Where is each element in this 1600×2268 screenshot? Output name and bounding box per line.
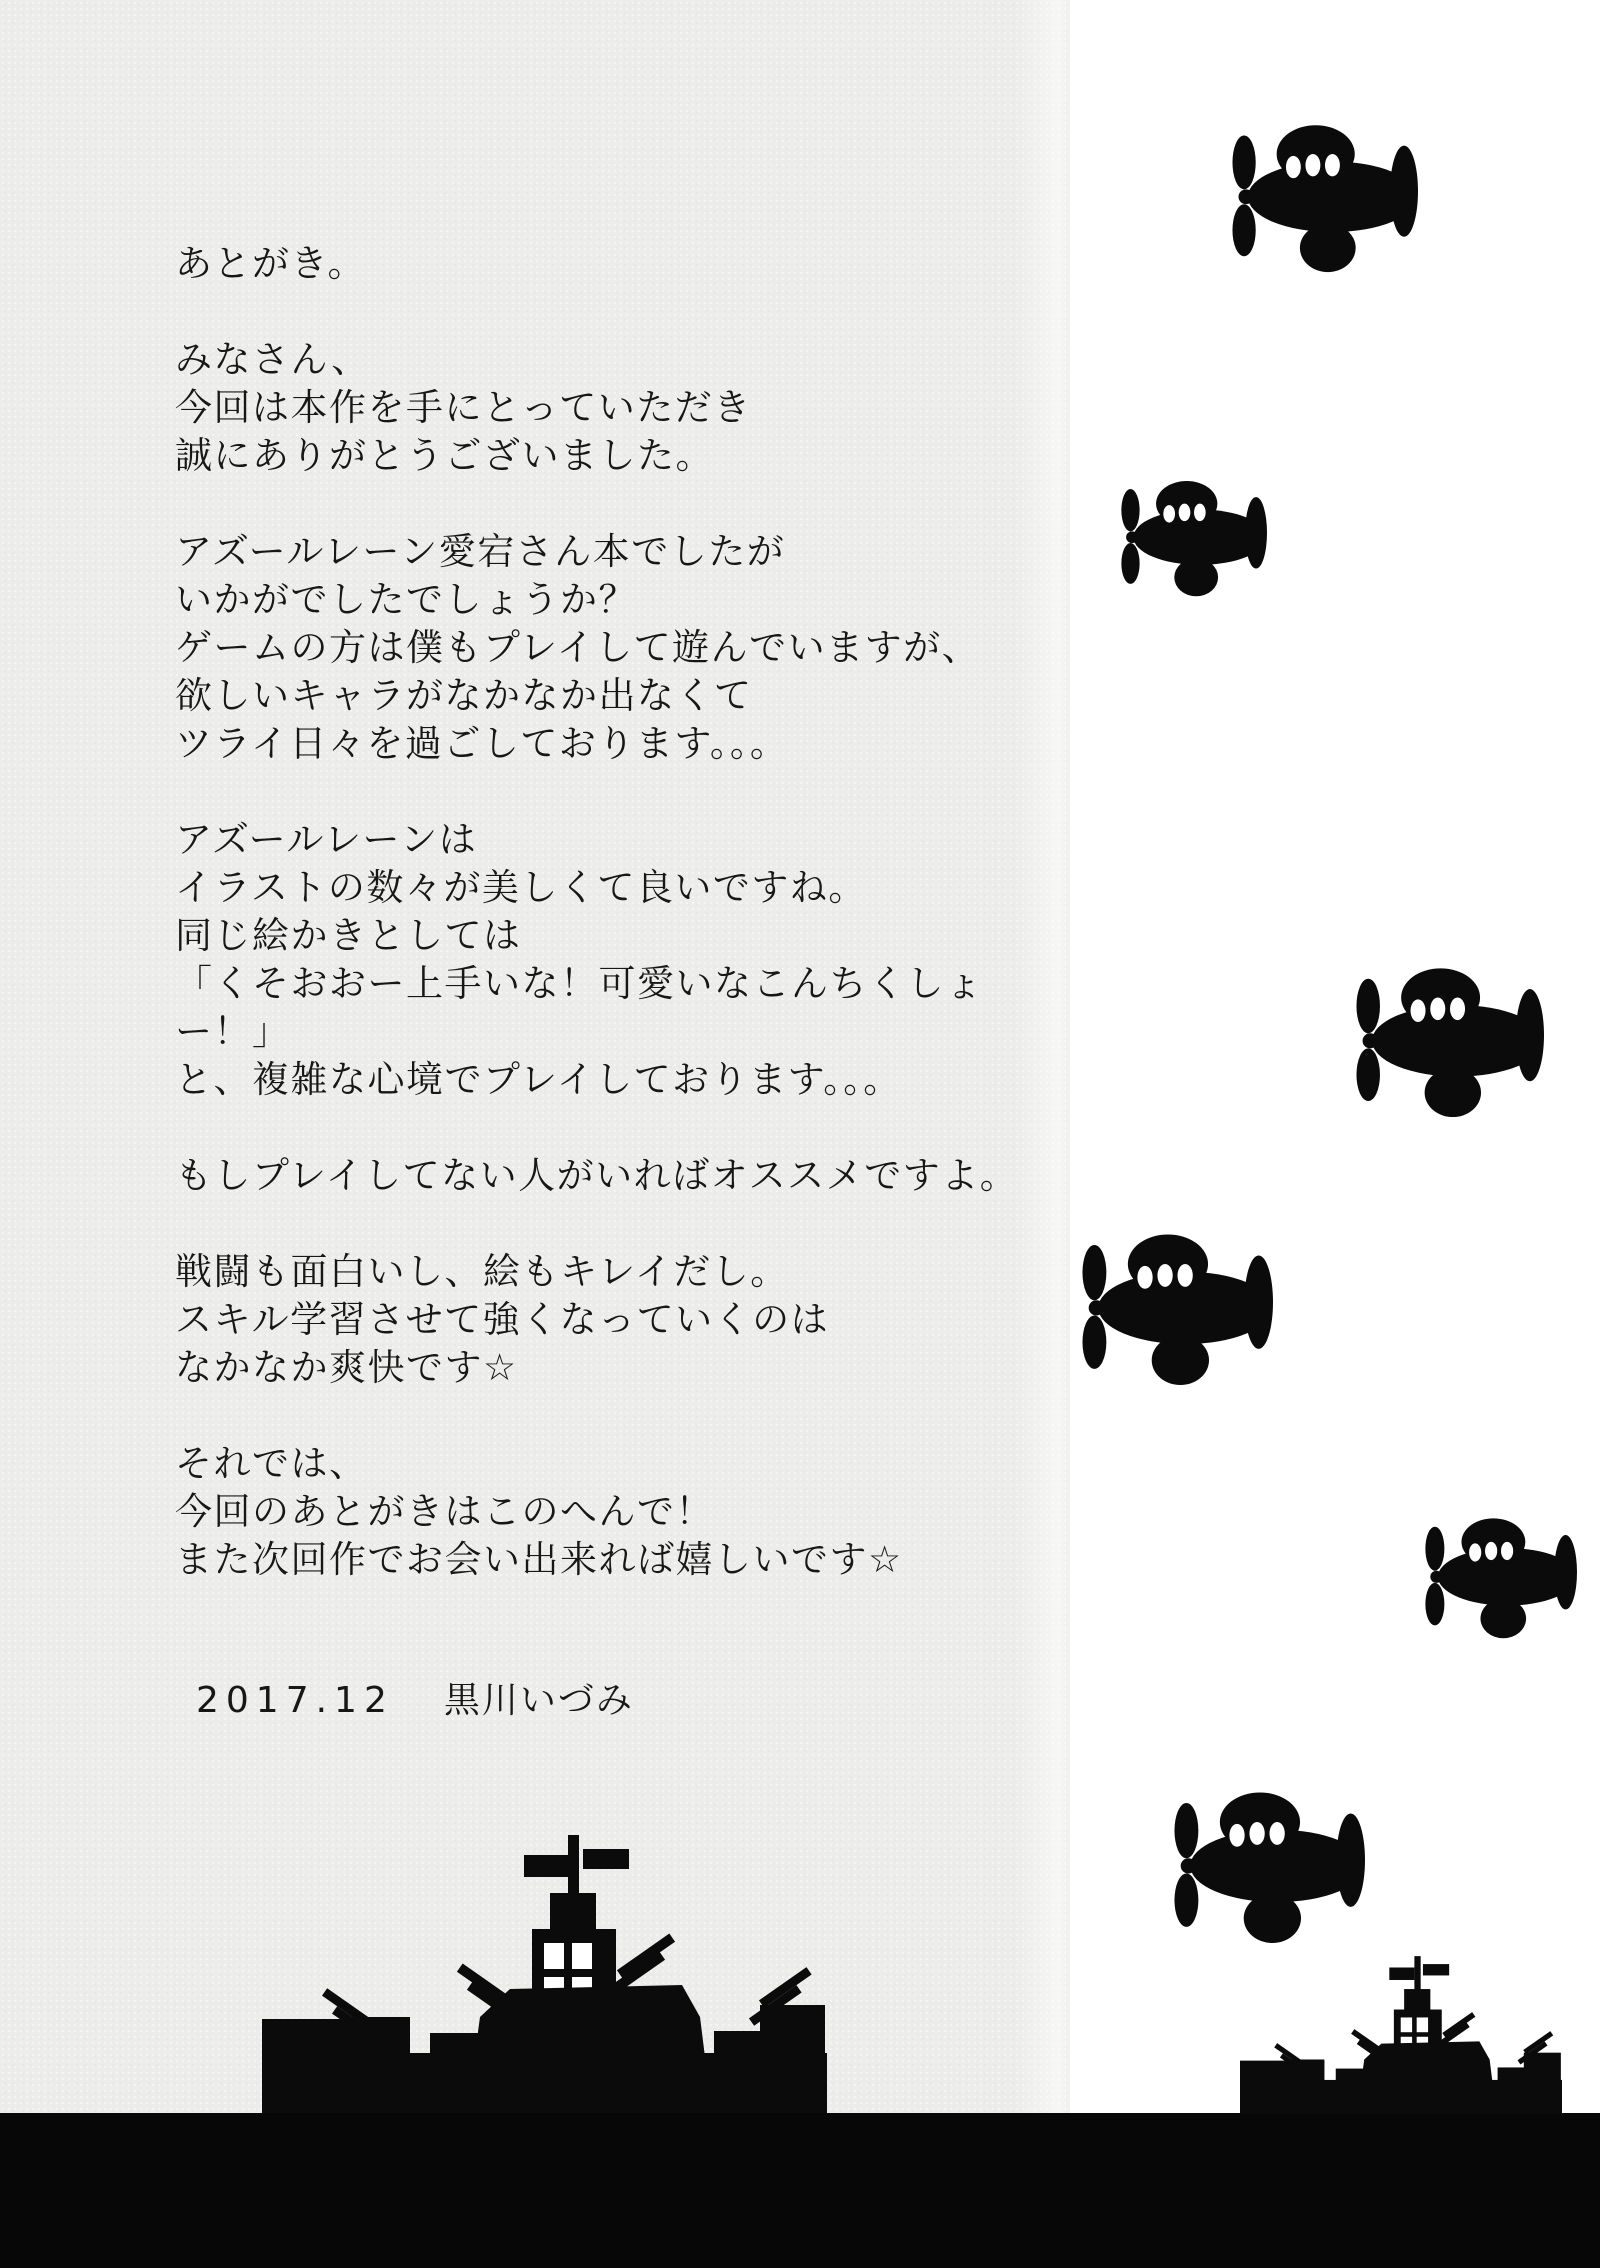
- seaplane-icon: [1082, 1224, 1273, 1386]
- afterword-paragraph: みなさん、 今回は本作を手にとっていただき 誠にありがとうございました。: [175, 338, 752, 477]
- seaplane-icon: [1232, 115, 1418, 273]
- battleship-icon: [1240, 1955, 1562, 2114]
- bottom-black-band: [0, 2113, 1600, 2268]
- publication-date: 2017.12: [196, 1680, 394, 1721]
- afterword-paragraph: アズールレーン愛宕さん本でしたが いかがでしたでしょうか？ ゲームの方は僕もプレイして遊んでいますが、 欲しいキャラがなかなか出なくて ツライ日々を過ごしております。。。: [175, 530, 981, 765]
- afterword-paragraph: それでは、 今回のあとがきはこのへんで！ また次回作でお会い出来れば嬉しいです☆: [175, 1442, 903, 1581]
- signature-line: [196, 1672, 634, 1723]
- seaplane-icon: [1425, 1510, 1577, 1639]
- seaplane-icon: [1356, 958, 1544, 1118]
- author-name: 黒川いづみ: [443, 1680, 634, 1721]
- afterword-paragraph: もしプレイしてない人がいればオススメですよ。: [175, 1154, 1019, 1197]
- afterword-text-block: [175, 240, 1035, 1584]
- battleship-icon: [262, 1833, 827, 2113]
- afterword-paragraphs: [175, 336, 1035, 1584]
- afterword-paragraph: アズールレーンは イラストの数々が美しくて良いですね。 同じ絵かきとしては 「くそおおー上手いな！可愛いなこんちくしょー！」 と、複雑な心境でプレイしております。。。: [175, 818, 984, 1101]
- seaplane-icon: [1174, 1782, 1365, 1944]
- afterword-paragraph: 戦闘も面白いし、絵もキレイだし。 スキル学習させて強くなっていくのは なかなか爽快です☆: [175, 1250, 830, 1389]
- seaplane-icon: [1121, 473, 1267, 597]
- afterword-title: あとがき。: [175, 242, 367, 285]
